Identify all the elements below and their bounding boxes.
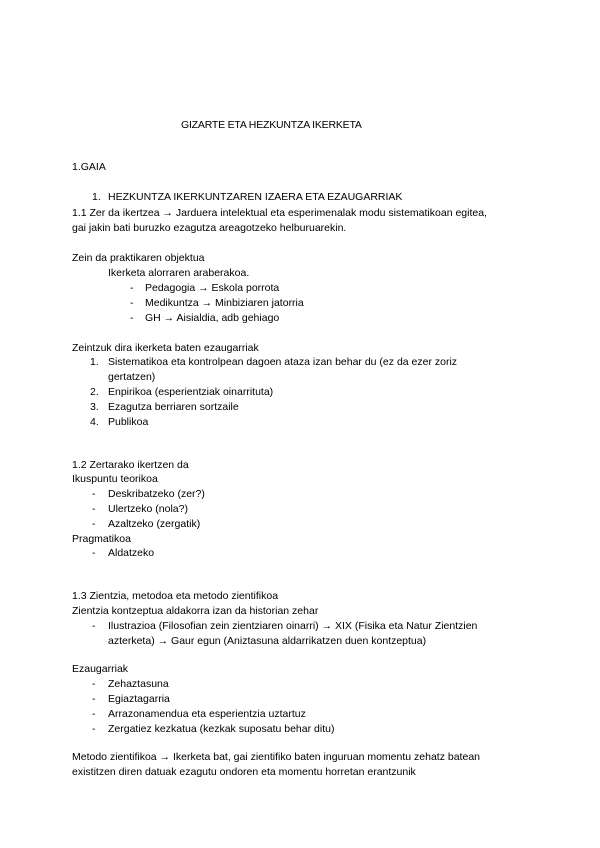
traits-label: Ezaugarriak <box>72 663 129 675</box>
section12-heading: 1.2 Zertarako ikertzen da <box>72 459 189 471</box>
method-line-2: existitzen diren datuak ezagutu ondoren eta momentu horretan erantzunik <box>72 766 416 778</box>
bullet-dash: - <box>130 297 134 309</box>
theory-label: Ikuspuntu teorikoa <box>72 473 158 485</box>
object-item: Pedagogia → Eskola porrota <box>145 282 280 294</box>
object-intro: Ikerketa alorraren araberakoa. <box>108 267 250 279</box>
trait-item: Egiaztagarria <box>108 693 170 705</box>
science-history-line-1: Ilustrazioa (Filosofian zein zientziaren oinarri) → XIX (Fisika eta Natur Zientzien <box>108 620 478 632</box>
feature-item: Sistematikoa eta kontrolpean dagoen ataza izan behar du (ez da ezer zoriz <box>108 356 458 368</box>
object-item: GH → Aisialdia, adb gehiago <box>145 312 280 324</box>
object-item: Medikuntza → Minbiziaren jatorria <box>145 297 304 309</box>
bullet-dash: - <box>92 723 96 735</box>
chapter-heading: 1.GAIA <box>72 161 106 173</box>
bullet-dash: - <box>92 620 96 632</box>
section1-number: 1. <box>92 191 101 203</box>
definition-line-1: 1.1 Zer da ikertzea → Jarduera intelektual eta esperimenalak modu sistematikoan egitea, <box>72 207 487 219</box>
bullet-dash: - <box>92 488 96 500</box>
bullet-dash: - <box>92 547 96 559</box>
trait-item: Zergatiez kezkatua (kezkak suposatu behar ditu) <box>108 723 335 735</box>
feature-number: 2. <box>90 386 99 398</box>
theory-item: Azaltzeko (zergatik) <box>108 518 201 530</box>
feature-number: 4. <box>90 416 99 428</box>
feature-item: Enpirikoa (esperientziak oinarrituta) <box>108 386 274 398</box>
bullet-dash: - <box>130 312 134 324</box>
bullet-dash: - <box>130 282 134 294</box>
method-line-1: Metodo zientifikoa → Ikerketa bat, gai zientifiko baten inguruan momentu zehatz batean <box>72 751 480 763</box>
bullet-dash: - <box>92 708 96 720</box>
feature-item: Publikoa <box>108 416 149 428</box>
section1-heading: HEZKUNTZA IKERKUNTZAREN IZAERA ETA EZAUGARRIAK <box>108 191 403 203</box>
trait-item: Zehaztasuna <box>108 678 169 690</box>
pragmatic-item: Aldatzeko <box>108 547 155 559</box>
science-history-line-2: azterketa) → Gaur egun (Aniztasuna aldarrikatzen duen kontzeptua) <box>108 635 427 647</box>
bullet-dash: - <box>92 503 96 515</box>
section13-heading: 1.3 Zientzia, metodoa eta metodo zientifikoa <box>72 590 279 602</box>
feature-item-continuation: gertatzen) <box>108 371 156 383</box>
feature-number: 3. <box>90 401 99 413</box>
feature-item: Ezagutza berriaren sortzaile <box>108 401 239 413</box>
theory-item: Ulertzeko (nola?) <box>108 503 188 515</box>
feature-number: 1. <box>90 356 99 368</box>
document-title: GIZARTE ETA HEZKUNTZA IKERKETA <box>181 119 362 131</box>
bullet-dash: - <box>92 678 96 690</box>
bullet-dash: - <box>92 693 96 705</box>
bullet-dash: - <box>92 518 96 530</box>
theory-item: Deskribatzeko (zer?) <box>108 488 205 500</box>
pragmatic-label: Pragmatikoa <box>72 533 131 545</box>
features-question: Zeintzuk dira ikerketa baten ezaugarriak <box>72 342 259 354</box>
section13-intro: Zientzia kontzeptua aldakorra izan da historian zehar <box>72 605 319 617</box>
trait-item: Arrazonamendua eta esperientzia uztartuz <box>108 708 306 720</box>
object-question: Zein da praktikaren objektua <box>72 252 205 264</box>
definition-line-2: gai jakin bati buruzko ezagutza areagotzeko helburuarekin. <box>72 222 347 234</box>
